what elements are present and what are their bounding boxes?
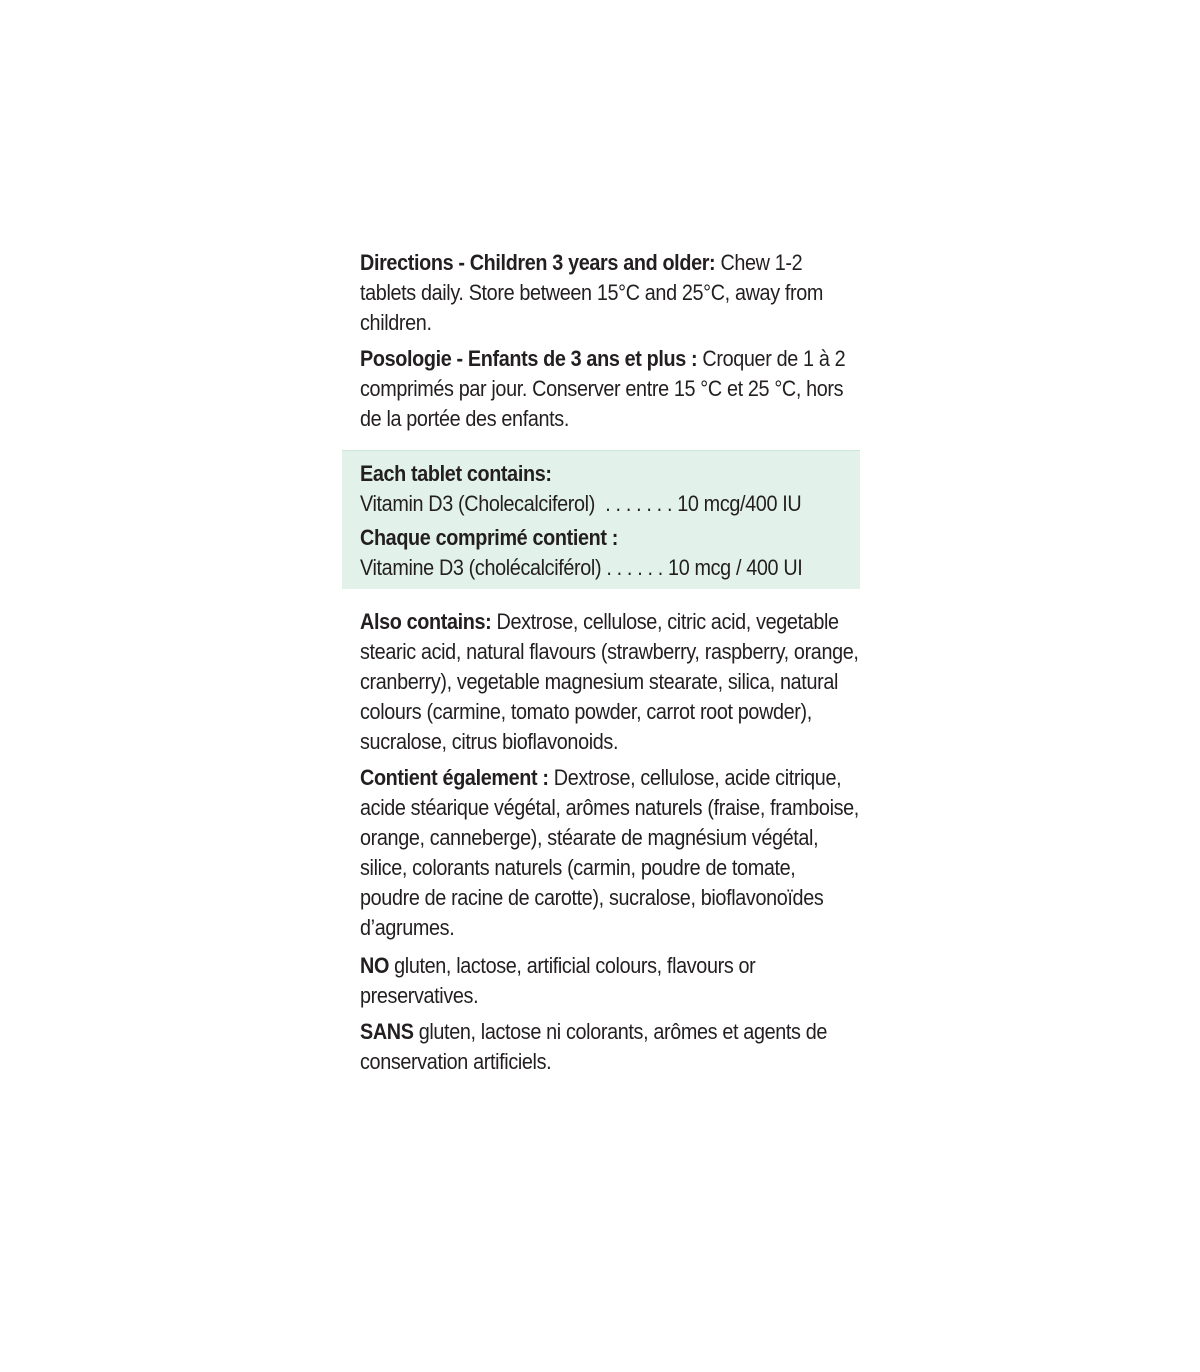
contents-fr-row bbox=[360, 553, 860, 583]
contents-fr-heading bbox=[360, 523, 860, 553]
contents-en-heading bbox=[360, 459, 860, 489]
contents-en-row bbox=[360, 489, 860, 519]
also-contains-fr bbox=[360, 763, 860, 943]
free-from-en-heading: NO bbox=[360, 953, 389, 978]
contents-en-ingredient: Vitamin D3 (Cholecalciferol) bbox=[360, 491, 595, 516]
medicinal-ingredients-panel bbox=[342, 450, 860, 589]
directions-en bbox=[360, 248, 860, 338]
contents-fr-ingredient: Vitamine D3 (cholécalciférol) bbox=[360, 555, 602, 580]
contents-fr-heading-text: Chaque comprimé contient : bbox=[360, 525, 618, 550]
contents-fr-amount: 10 mcg / 400 UI bbox=[668, 555, 803, 580]
also-contains-fr-heading: Contient également : bbox=[360, 765, 549, 790]
also-contains-en bbox=[360, 607, 860, 757]
free-from-en-text: gluten, lactose, artificial colours, flavours or preservatives. bbox=[360, 953, 756, 1008]
contents-en-amount: 10 mcg/400 IU bbox=[677, 491, 802, 516]
also-contains-fr-text: Dextrose, cellulose, acide citrique, acide stéarique végétal, arômes naturels (fraise, framboise, orange, canneberge), stéarate de magnésium végétal, silice, colorants naturels (carmin, poudre de tomate, poudre de racine de carotte), sucralose, bioflavonoïdes d’agrumes. bbox=[360, 765, 859, 940]
contents-en-dots: . . . . . . . bbox=[605, 491, 673, 516]
contents-en-heading-text: Each tablet contains: bbox=[360, 461, 552, 486]
free-from-en bbox=[360, 951, 860, 1011]
directions-fr bbox=[360, 344, 860, 434]
directions-fr-heading: Posologie - Enfants de 3 ans et plus : bbox=[360, 346, 698, 371]
product-label-back bbox=[360, 248, 860, 1077]
directions-en-text: Chew 1-2 tablets daily. Store between 15°C and 25°C, away from children. bbox=[360, 250, 824, 335]
free-from-fr-text: gluten, lactose ni colorants, arômes et agents de conservation artificiels. bbox=[360, 1019, 828, 1074]
directions-en-heading: Directions - Children 3 years and older: bbox=[360, 250, 716, 275]
also-contains-en-text: Dextrose, cellulose, citric acid, vegetable stearic acid, natural flavours (strawberry, raspberry, orange, cranberry), vegetable magnesium stearate, silica, natural colours (carmine, tomato powder, carrot root powder), sucralose, citrus bioflavonoids. bbox=[360, 609, 859, 754]
contents-fr-dots: . . . . . . bbox=[606, 555, 663, 580]
free-from-fr bbox=[360, 1017, 860, 1077]
also-contains-en-heading: Also contains: bbox=[360, 609, 492, 634]
directions-fr-text: Croquer de 1 à 2 comprimés par jour. Conserver entre 15 °C et 25 °C, hors de la portée des enfants. bbox=[360, 346, 846, 431]
free-from-fr-heading: SANS bbox=[360, 1019, 414, 1044]
